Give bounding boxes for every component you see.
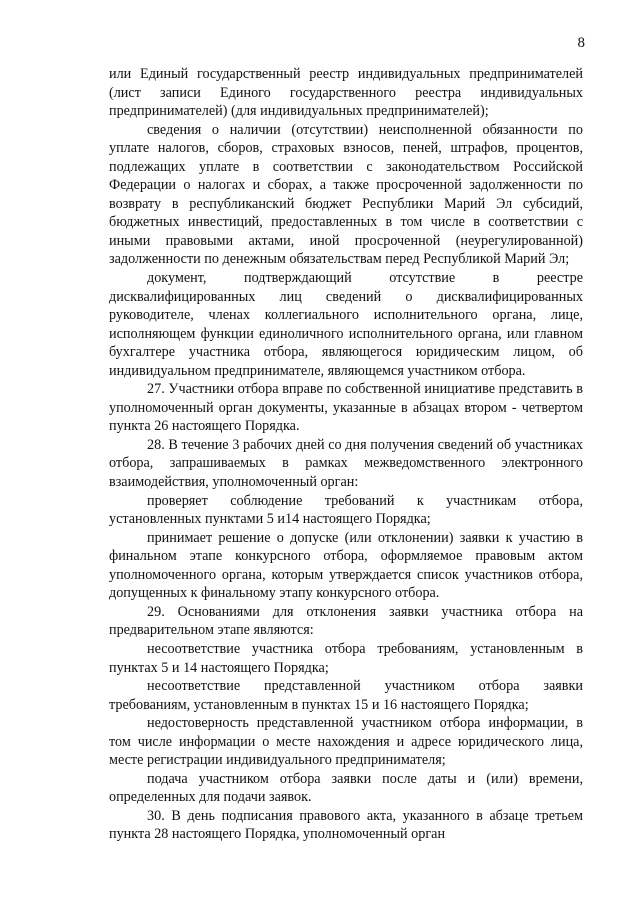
page-number: 8 xyxy=(577,35,585,51)
paragraph-admission-decision: принимает решение о допуске (или отклонении) заявки к участию в финальном этапе конкурсного отбора, оформляемое правовым актом уполномоченного органа, которым утверждается список участников отбора, допущенных к финальному этапу конкурсного отбора. xyxy=(109,529,583,602)
paragraph-item-29: 29. Основаниями для отклонения заявки участника отбора на предварительном этапе являются: xyxy=(109,603,583,639)
paragraph-item-28: 28. В течение 3 рабочих дней со дня получения сведений об участниках отбора, запрашиваемых в рамках межведомственного электронного взаимодействия, уполномоченный орган: xyxy=(109,436,583,491)
paragraph-false-information: недостоверность представленной участником отбора информации, в том числе информации о месте нахождения и адресе юридического лица, месте регистрации индивидуального предпринимателя; xyxy=(109,715,583,769)
paragraph-checks-requirements: проверяет соблюдение требований к участникам отбора, установленных пунктами 5 и14 настоящего Порядка; xyxy=(109,492,583,528)
paragraph-registry-extract: или Единый государственный реестр индивидуальных предпринимателей (лист записи Единого государственного реестра индивидуальных предпринимателей) (для индивидуальных предпринимателей); xyxy=(109,66,583,120)
document-body xyxy=(109,65,583,844)
paragraph-item-30: 30. В день подписания правового акта, указанного в абзаце третьем пункта 28 настоящего Порядка, уполномоченный орган xyxy=(109,807,583,843)
paragraph-application-mismatch: несоответствие представленной участником отбора заявки требованиям, установленным в пунктах 15 и 16 настоящего Порядка; xyxy=(109,678,583,713)
paragraph-late-submission: подача участником отбора заявки после даты и (или) времени, определенных для подачи заявок. xyxy=(109,770,583,806)
paragraph-tax-debt-info: сведения о наличии (отсутствии) неисполненной обязанности по уплате налогов, сборов, страховых взносов, пеней, штрафов, процентов, подлежащих уплате в соответствии с законодательством Российской Федерации о налогах и сборах, а также просроченной задолженности по возврату в республиканский бюджет Республики Марий Эл субсидий, бюджетных инвестиций, предоставленных в том числе в соответствии с иными правовыми актами, иной просроченной (неурегулированной) задолженности по денежным обязательствам перед Республикой Марий Эл; xyxy=(109,121,583,268)
paragraph-participant-mismatch: несоответствие участника отбора требованиям, установленным в пунктах 5 и 14 настоящего Порядка; xyxy=(109,640,583,676)
paragraph-disqualified-registry: документ, подтверждающий отсутствие в реестре дисквалифицированных лиц сведений о дисквалифицированных руководителе, членах коллегиального исполнительного органа, лице, исполняющем функции единоличного исполнительного органа, или главном бухгалтере участника отбора, являющегося юридическим лицом, об индивидуальном предпринимателе, являющемся участником отбора. xyxy=(109,270,583,379)
paragraph-item-27: 27. Участники отбора вправе по собственной инициативе представить в уполномоченный орган документы, указанные в абзацах втором - четвертом пункта 26 настоящего Порядка. xyxy=(109,381,583,435)
